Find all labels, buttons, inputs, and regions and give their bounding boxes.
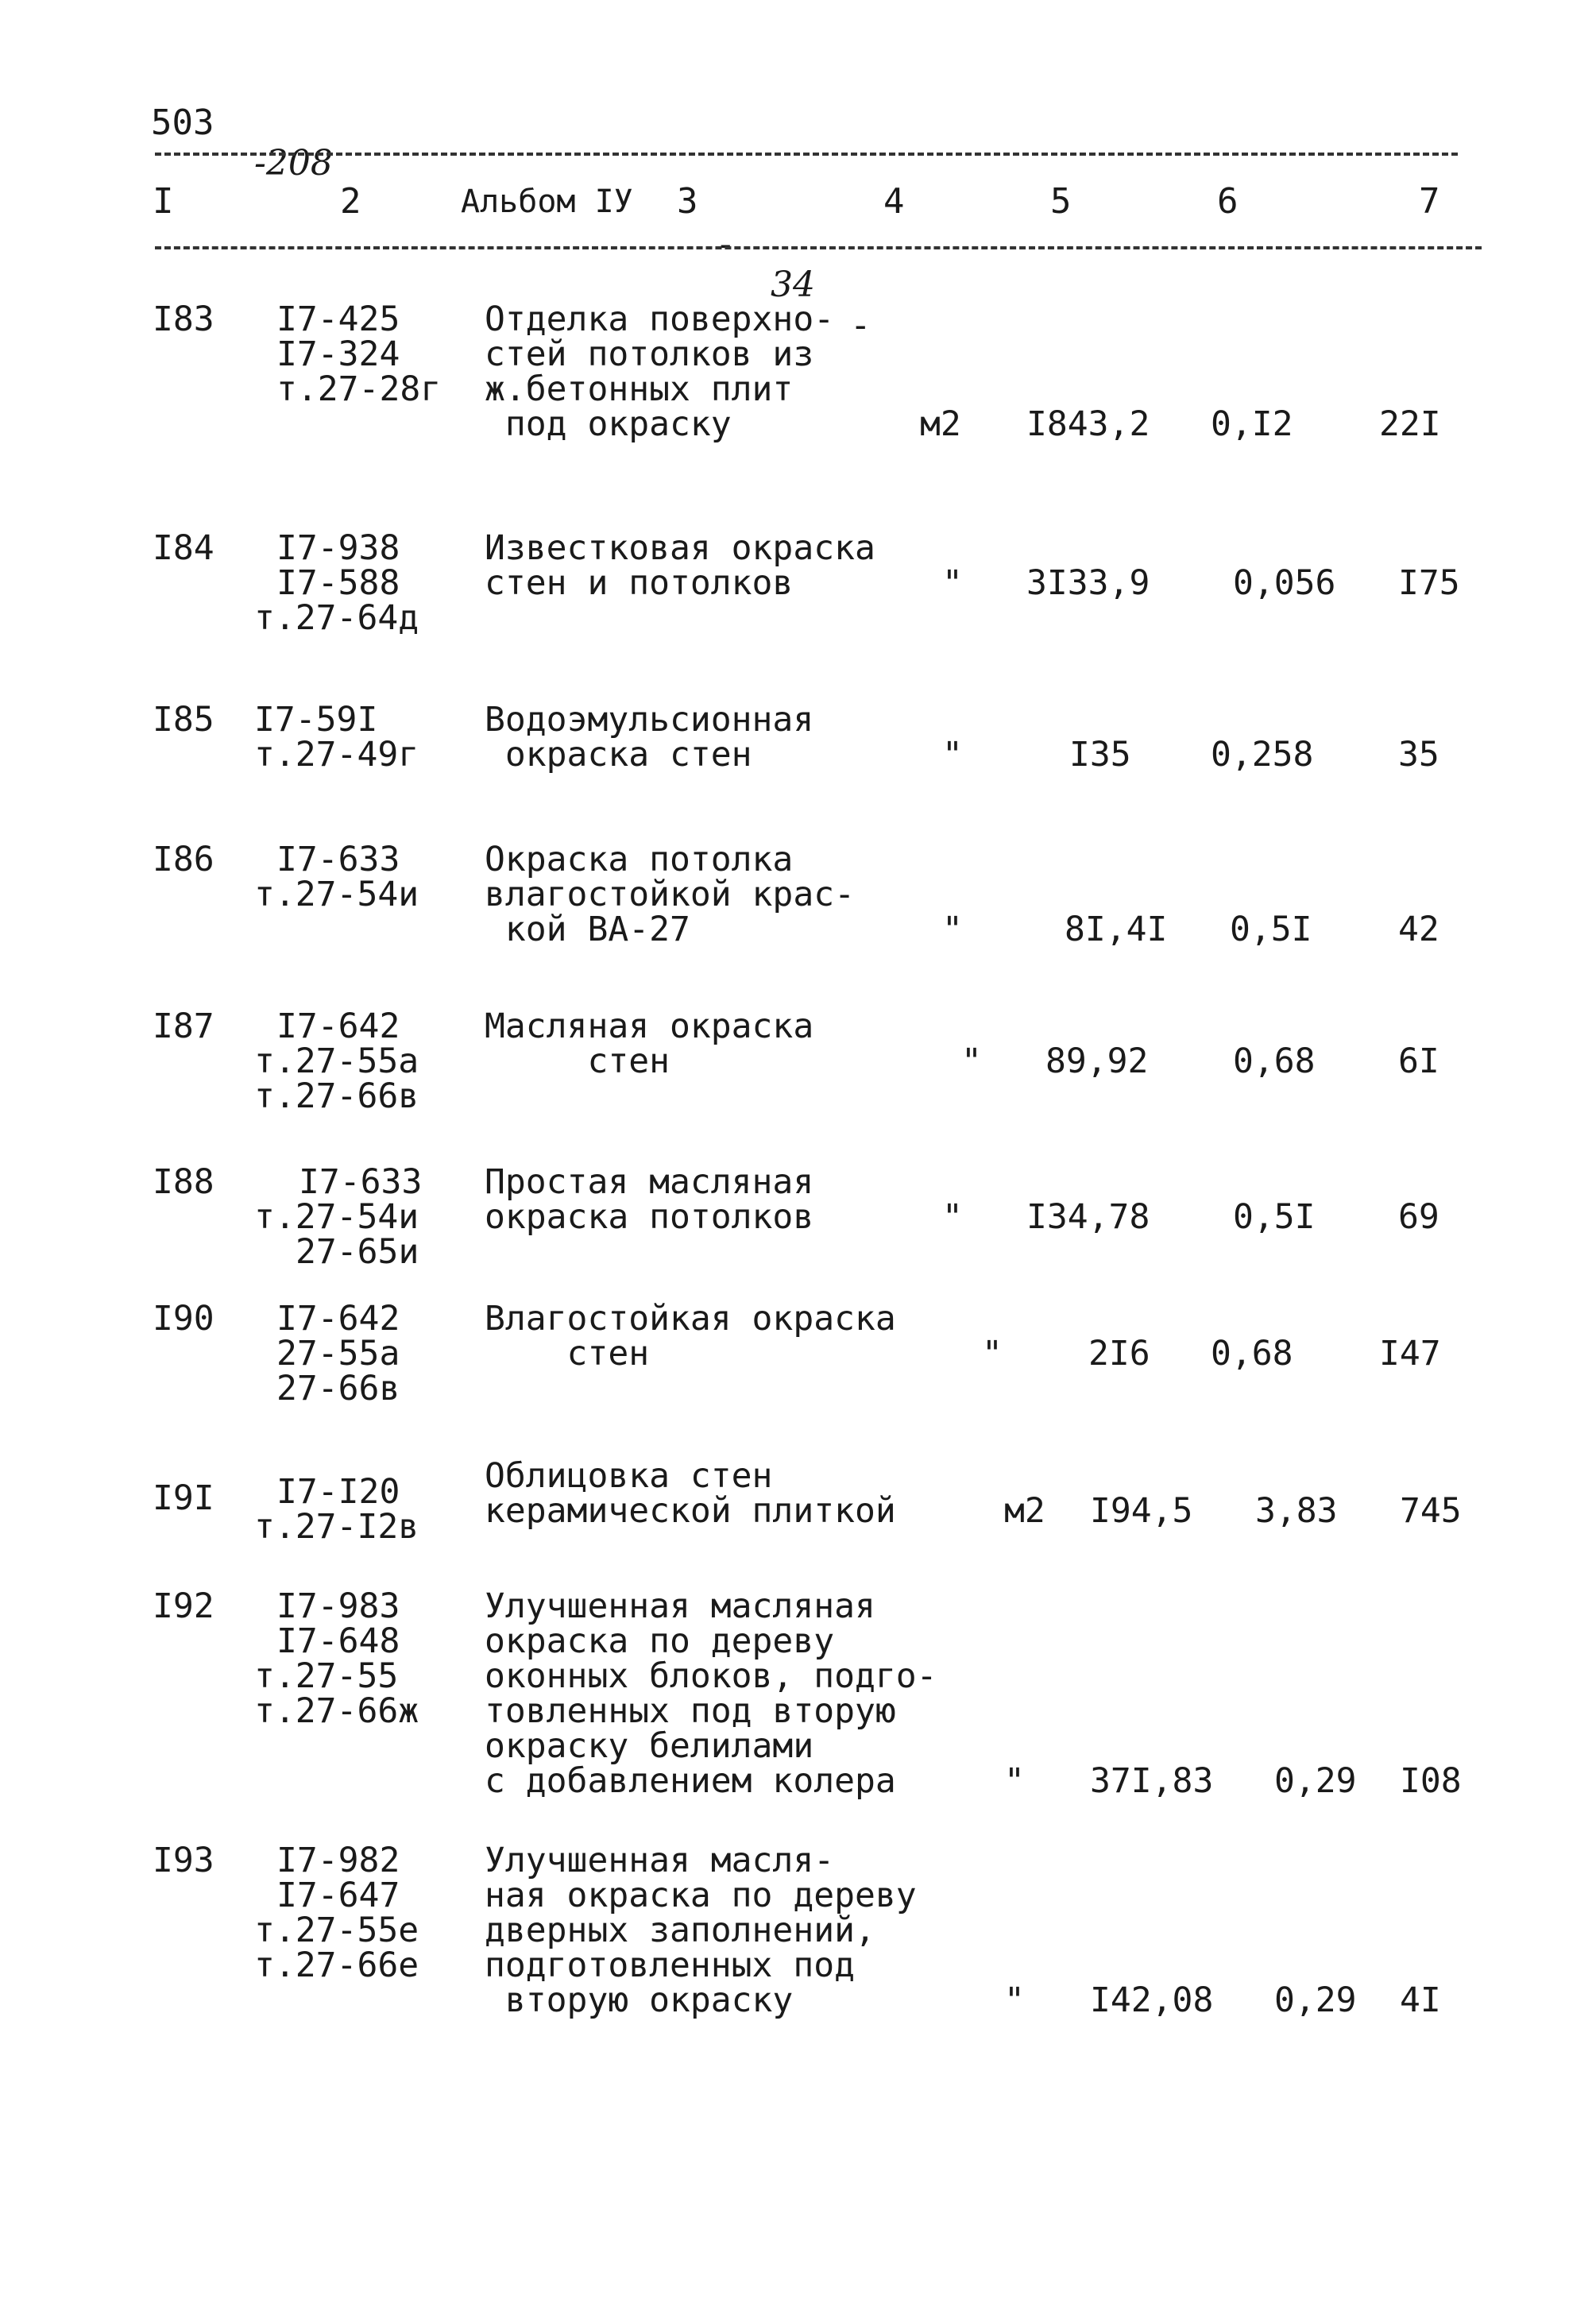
norm-code: т.27-64д [254,598,419,638]
row-number: I84 [153,528,214,568]
norm-code: I7-983 [276,1586,400,1626]
total: 42 [1398,910,1439,949]
description-line: стен и потолков [485,563,794,603]
album-label: Альбом IУ [461,184,633,220]
row-number: I83 [153,299,214,339]
unit: " [1004,1761,1025,1801]
unit: " [982,1334,1003,1374]
row-number: I87 [153,1007,214,1046]
unit-rate: 0,258 [1211,735,1314,775]
doc-number: 503 [151,102,214,143]
page-number: 34 [771,265,815,305]
description-line: под окраску [485,404,732,444]
total: 69 [1398,1197,1439,1237]
quantity: I94,5 [1090,1491,1193,1531]
total: I75 [1398,563,1460,603]
norm-code: т.27-55е [254,1911,419,1950]
column-header-3: 3 [677,181,698,222]
description-line: вторую окраску [485,1980,794,2020]
norm-code: т.27-66е [254,1945,419,1985]
total: 6I [1398,1041,1439,1081]
norm-code: 27-66в [276,1369,400,1408]
norm-code: т.27-54и [254,875,419,914]
norm-code: т.27-55а [254,1041,419,1081]
quantity: 89,92 [1045,1041,1149,1081]
quantity: I843,2 [1026,404,1150,444]
work-description [485,299,977,444]
norm-code: I7-633 [299,1162,423,1202]
header-dash-left: - [715,224,736,265]
unit: " [1004,1980,1025,2020]
norm-codes [254,842,493,912]
work-description [485,1586,977,1801]
header-top-rule [155,153,1458,156]
norm-code: т.27-28г [276,369,442,409]
row-number: I93 [153,1841,214,1880]
norm-code: I7-425 [276,299,400,339]
description-line: окраска по дереву [485,1621,835,1661]
total: I08 [1400,1761,1462,1801]
handwritten-code: -208 [254,143,333,184]
norm-code: I7-642 [276,1299,400,1339]
norm-code: I7-588 [276,563,400,603]
unit: " [942,1197,963,1237]
description-line: ж.бетонных плит [485,369,794,409]
unit-rate: 3,83 [1255,1491,1338,1531]
description-line: с добавлением колера [485,1761,896,1801]
quantity: I42,08 [1090,1980,1214,2020]
description-line: Простая масляная [485,1162,814,1202]
description-line: окраска потолков [485,1197,814,1237]
norm-codes [254,1301,493,1406]
description-line: товленных под вторую [485,1691,896,1731]
norm-code: т.27-I2в [254,1507,419,1547]
description-line: дверных заполнений, [485,1911,875,1950]
description-line: стен [485,1334,650,1374]
work-description [485,528,977,603]
work-description [485,1009,977,1079]
unit: " [942,735,963,775]
work-description [485,842,977,947]
unit-rate: 0,5I [1233,1197,1316,1237]
description-line: Влагостойкая окраска [485,1299,896,1339]
description-line: окраску белилами [485,1726,814,1766]
norm-codes [254,700,493,775]
unit-rate: 0,29 [1274,1761,1357,1801]
unit-rate: 0,5I [1230,910,1312,949]
description-line: стей потолков из [485,334,814,374]
description-line: подготовленных под [485,1945,855,1985]
norm-codes [254,299,493,409]
unit-rate: 0,68 [1233,1041,1316,1081]
work-description [485,1843,977,2018]
work-description [485,1162,977,1237]
description-line: Улучшенная масля- [485,1841,835,1880]
description-line: окраска стен [485,735,752,775]
norm-code: I7-938 [276,528,400,568]
column-header-2: 2 [340,181,361,222]
column-header-1: I [153,181,174,222]
norm-code: I7-633 [276,840,400,879]
norm-codes [254,1843,493,1983]
norm-code: I7-647 [276,1876,400,1915]
unit: " [942,910,963,949]
description-line: оконных блоков, подго- [485,1656,937,1696]
unit: м2 [920,404,961,444]
norm-code: I7-324 [276,334,400,374]
unit: " [942,563,963,603]
description-line: стен [485,1041,670,1081]
column-header-6: 6 [1217,181,1239,222]
column-header-5: 5 [1050,181,1072,222]
unit-rate: 0,I2 [1211,404,1293,444]
description-line: Улучшенная масляная [485,1586,875,1626]
total: 745 [1400,1491,1462,1531]
norm-code: I7-642 [276,1007,400,1046]
description-line: Отделка поверхно- [485,299,835,339]
unit-rate: 0,056 [1233,563,1336,603]
description-line: керамической плиткой [485,1491,896,1531]
row-number: I90 [153,1299,214,1339]
work-description [485,1456,977,1531]
header-dash-right: - [850,305,871,346]
description-line: Облицовка стен [485,1456,773,1496]
row-number: I88 [153,1162,214,1202]
quantity: I35 [1069,735,1131,775]
total: 22I [1379,404,1441,444]
header-bottom-rule [155,246,1482,249]
total: 35 [1398,735,1439,775]
norm-code: I7-982 [276,1841,400,1880]
description-line: Окраска потолка [485,840,794,879]
description-line: влагостойкой крас- [485,875,855,914]
description-line: Масляная окраска [485,1007,814,1046]
norm-codes [254,1162,493,1272]
row-number: I9I [153,1478,214,1518]
work-description [485,1299,977,1374]
norm-code: т.27-54и [254,1197,419,1237]
column-header-7: 7 [1419,181,1440,222]
norm-code: I7-648 [276,1621,400,1661]
unit: м2 [1004,1491,1045,1531]
row-number: I85 [153,700,214,740]
norm-code: 27-65и [296,1232,419,1272]
norm-code: I7-59I [254,700,378,740]
quantity: 8I,4I [1065,910,1168,949]
total: 4I [1400,1980,1441,2020]
description-line: Водоэмульсионная [485,700,814,740]
quantity: 37I,83 [1090,1761,1214,1801]
column-header-4: 4 [883,181,905,222]
description-line: ная окраска по дереву [485,1876,917,1915]
norm-code: т.27-49г [254,735,419,775]
norm-code: 27-55а [276,1334,400,1374]
unit-rate: 0,68 [1211,1334,1293,1374]
unit: " [961,1041,982,1081]
work-description [485,700,977,775]
norm-codes [254,1586,493,1731]
row-number: I92 [153,1586,214,1626]
norm-code: т.27-66в [254,1076,419,1116]
total: I47 [1379,1334,1441,1374]
row-number: I86 [153,840,214,879]
norm-code: I7-I20 [276,1472,400,1512]
norm-codes [254,1009,493,1114]
norm-codes [254,528,493,638]
quantity: 3I33,9 [1026,563,1150,603]
description-line: кой ВА-27 [485,910,690,949]
norm-code: т.27-66ж [254,1691,419,1731]
norm-code: т.27-55 [254,1656,399,1696]
quantity: I34,78 [1026,1197,1150,1237]
quantity: 2I6 [1088,1334,1150,1374]
description-line: Известковая окраска [485,528,875,568]
unit-rate: 0,29 [1274,1980,1357,2020]
norm-codes [254,1472,493,1547]
